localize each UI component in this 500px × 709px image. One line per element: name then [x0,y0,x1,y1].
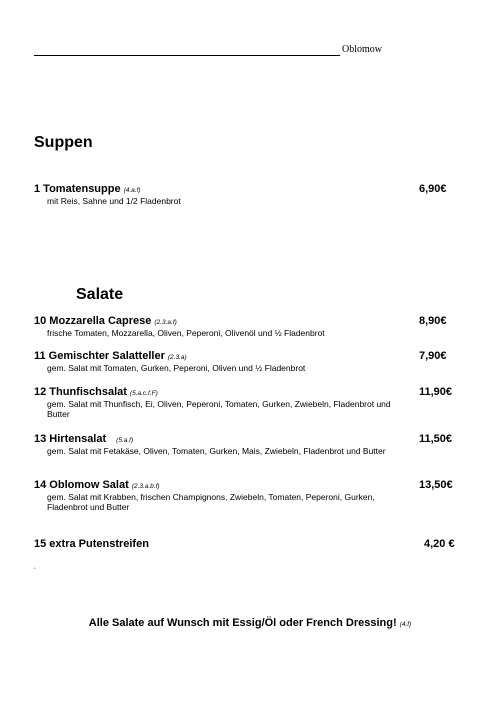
allergen-codes: (4.f) [399,621,412,628]
menu-item [34,386,464,419]
menu-item [34,315,464,338]
item-name: 12 Thunfischsalat (5.a.c.f.F) [34,386,158,398]
allergen-codes: (2.3.a.b.f) [131,483,160,490]
item-name: 15 extra Putenstreifen [34,538,149,550]
item-price: 6,90€ [419,183,447,195]
item-description: gem. Salat mit Fetakäse, Oliven, Tomaten, Gurken, Mais, Zwiebeln, Fladenbrot und Butter [47,446,386,456]
item-description: frische Tomaten, Mozzarella, Oliven, Peperoni, Olivenöl und ½ Fladenbrot [47,328,325,338]
item-price: 11,90€ [419,386,453,398]
item-description: gem. Salat mit Krabben, frischen Champignons, Zwiebeln, Tomaten, Peperoni, Gurken, Fladenbrot und Butter [47,492,375,512]
header-rule [34,55,340,56]
footer-note: Alle Salate auf Wunsch mit Essig/Öl oder French Dressing! (4.f) [88,617,412,629]
menu-item [34,433,464,456]
item-description: gem. Salat mit Thunfisch, Ei, Oliven, Peperoni, Tomaten, Gurken, Zwiebeln, Fladenbrot und Butter [47,399,391,419]
restaurant-name: Oblomow [342,44,382,55]
allergen-codes: (4.a.f) [123,187,141,194]
item-name: 1 Tomatensuppe (4.a.f) [34,183,141,195]
item-price: 7,90€ [419,350,447,362]
menu-item [34,183,464,206]
item-price: 8,90€ [419,315,447,327]
menu-item [34,350,464,373]
menu-item [34,538,464,551]
small-mark: * [34,566,36,571]
allergen-codes: (2.3.a.f) [154,319,177,326]
item-name: 13 Hirtensalat (5.a.f) [34,433,134,445]
section-title-salate: Salate [76,286,124,303]
item-price: 13,50€ [419,479,453,491]
allergen-codes: (5.a.c.f.F) [129,390,158,397]
menu-item [34,479,464,512]
allergen-codes: (2.3.a) [167,354,187,361]
item-description: mit Reis, Sahne und 1/2 Fladenbrot [47,196,181,206]
item-name: 10 Mozzarella Caprese (2.3.a.f) [34,315,177,327]
allergen-codes: (5.a.f) [116,437,134,444]
item-price: 4,20 € [424,538,455,550]
item-name: 14 Oblomow Salat (2.3.a.b.f) [34,479,160,491]
item-description: gem. Salat mit Tomaten, Gurken, Peperoni, Oliven und ½ Fladenbrot [47,363,306,373]
section-title-suppen: Suppen [34,134,93,151]
item-name: 11 Gemischter Salatteller (2.3.a) [34,350,187,362]
item-price: 11,50€ [419,433,453,445]
